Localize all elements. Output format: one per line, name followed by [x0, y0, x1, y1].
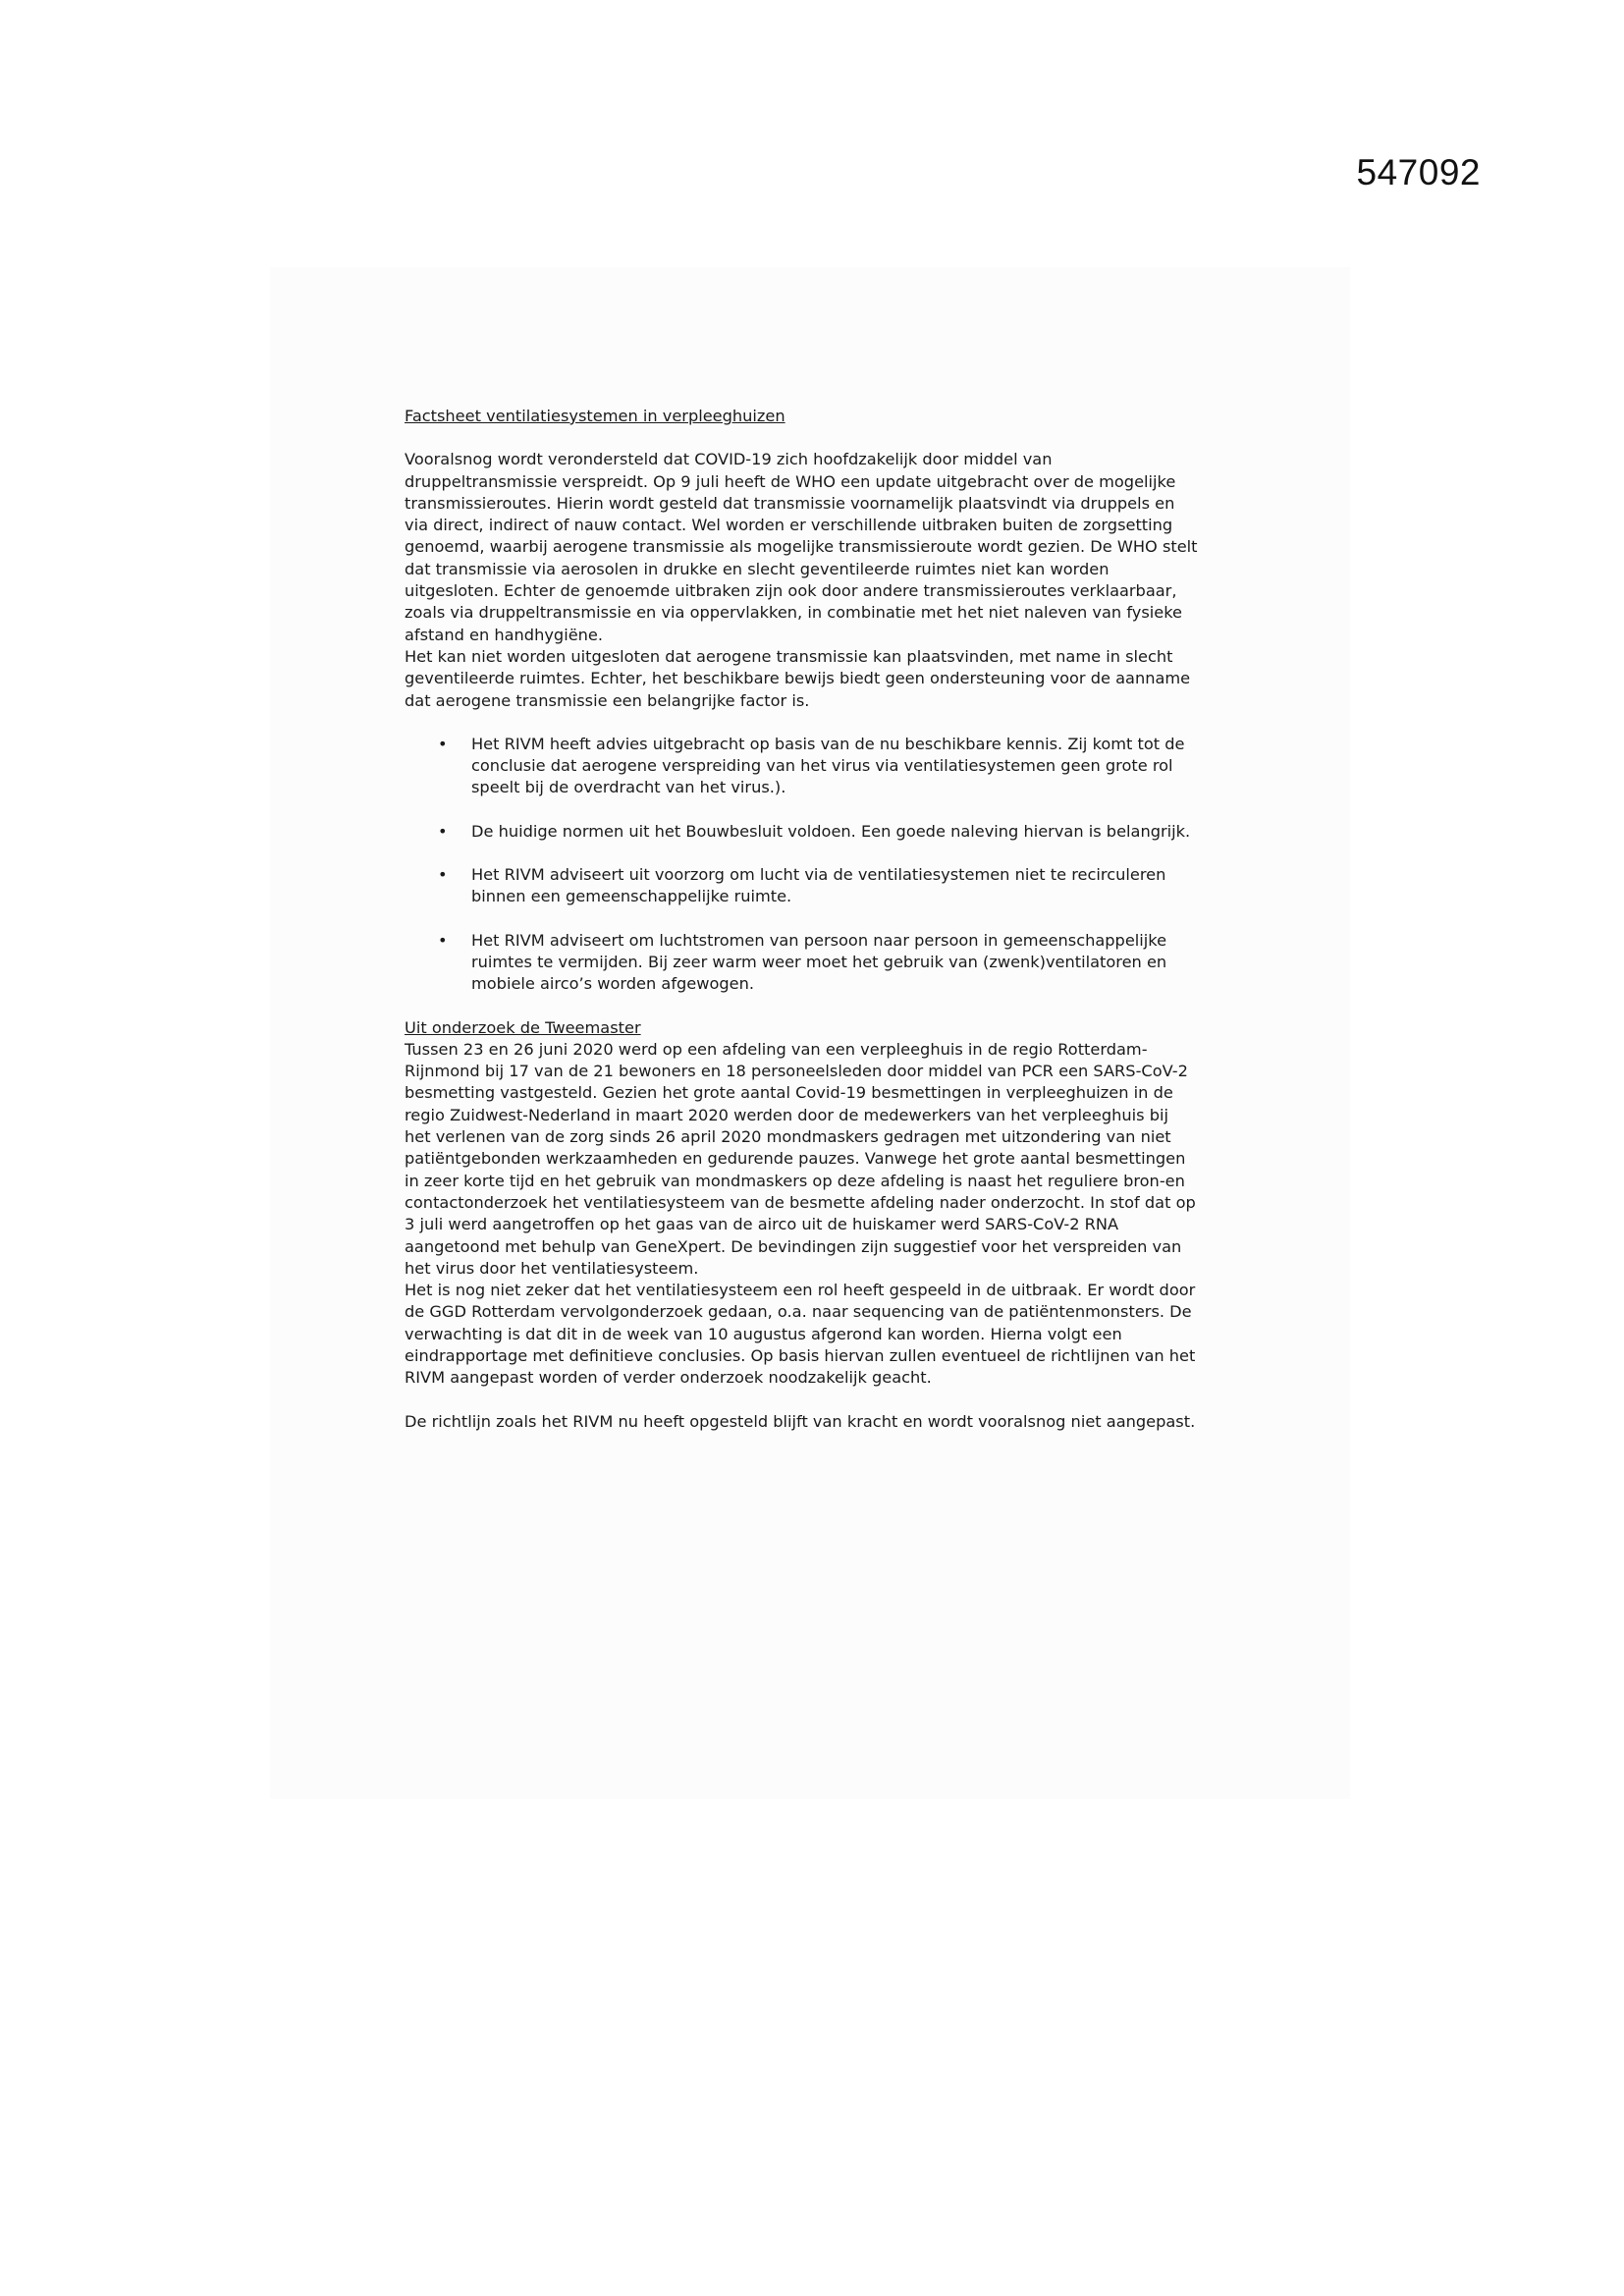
document-body	[405, 406, 1249, 1433]
bullet-item: • Het RIVM heeft advies uitgebracht op basis van de nu beschikbare kennis. Zij komt tot de conclusie dat aerogene verspreiding van het virus via ventilatiesystemen geen grote rol speelt bij de overdracht van het virus.).	[471, 734, 1249, 799]
document-title: Factsheet ventilatiesystemen in verpleeghuizen	[405, 407, 785, 425]
bullet-item: • De huidige normen uit het Bouwbesluit voldoen. Een goede naleving hiervan is belangrijk.	[471, 821, 1249, 843]
bullet-item: • Het RIVM adviseert om luchtstromen van persoon naar persoon in gemeenschappelijke ruimtes te vermijden. Bij zeer warm weer moet het gebruik van (zwenk)ventilatoren en mobiele airco’s worden afgewogen.	[471, 930, 1249, 996]
section-paragraph-2: Het is nog niet zeker dat het ventilatiesysteem een rol heeft gespeeld in de uitbraak. Er wordt door de GGD Rotterdam vervolgonderzoek gedaan, o.a. naar sequencing van de patiëntenmonsters. De verwachting is dat dit in de week van 10 augustus afgerond kan worden. Hierna volgt een eindrapportage met definitieve conclusies. Op basis hiervan zullen eventueel de richtlijnen van het RIVM aangepast worden of verder onderzoek noodzakelijk geacht.	[405, 1281, 1196, 1388]
bullet-item: • Het RIVM adviseert uit voorzorg om lucht via de ventilatiesystemen niet te recirculeren binnen een gemeenschappelijke ruimte.	[471, 864, 1249, 908]
section-heading: Uit onderzoek de Tweemaster	[405, 1017, 641, 1037]
document-number: 547092	[1356, 152, 1481, 192]
final-paragraph: De richtlijn zoals het RIVM nu heeft opgesteld blijft van kracht en wordt vooralsnog niet aangepast.	[405, 1411, 1196, 1431]
section-paragraph: Tussen 23 en 26 juni 2020 werd op een afdeling van een verpleeghuis in de regio Rotterdam- Rijnmond bij 17 van de 21 bewoners en 18 personeelsleden door middel van PCR een SARS-CoV-2 besmetting vastgesteld. Gezien het grote aantal Covid-19 besmettingen in verpleeghuizen in de regio Zuidwest-Nederland in maart 2020 werden door de medewerkers van het verpleeghuis bij het verlenen van de zorg sinds 26 april 2020 mondmaskers gedragen met uitzondering van niet patiëntgebonden werkzaamheden en gedurende pauzes. Vanwege het grote aantal besmettingen in zeer korte tijd en het gebruik van mondmaskers op deze afdeling is naast het reguliere bron-en contactonderzoek het ventilatiesysteem van de besmette afdeling nader onderzocht. In stof dat op 3 juli werd aangetroffen op het gaas van de airco uit de huiskamer werd SARS-CoV-2 RNA aangetoond met behulp van GeneXpert. De bevindingen zijn suggestief voor het verspreiden van het virus door het ventilatiesysteem.	[405, 1039, 1196, 1278]
intro-paragraph-2: Het kan niet worden uitgesloten dat aerogene transmissie kan plaatsvinden, met name in slecht geventileerde ruimtes. Echter, het beschikbare bewijs biedt geen ondersteuning voor de aanname dat aerogene transmissie een belangrijke factor is.	[405, 646, 1191, 710]
advice-bullet-list	[405, 734, 1249, 996]
intro-paragraph: Vooralsnog wordt verondersteld dat COVID-19 zich hoofdzakelijk door middel van druppeltransmissie verspreidt. Op 9 juli heeft de WHO een update uitgebracht over de mogelijke transmissieroutes. Hierin wordt gesteld dat transmissie voornamelijk plaatsvindt via druppels en via direct, indirect of nauw contact. Wel worden er verschillende uitbraken buiten de zorgsetting genoemd, waarbij aerogene transmissie als mogelijke transmissieroute wordt gezien. De WHO stelt dat transmissie via aerosolen in drukke en slecht geventileerde ruimtes niet kan worden uitgesloten. Echter de genoemde uitbraken zijn ook door andere transmissieroutes verklaarbaar, zoals via druppeltransmissie en via oppervlakken, in combinatie met het niet naleven van fysieke afstand en handhygiëne.	[405, 450, 1198, 644]
